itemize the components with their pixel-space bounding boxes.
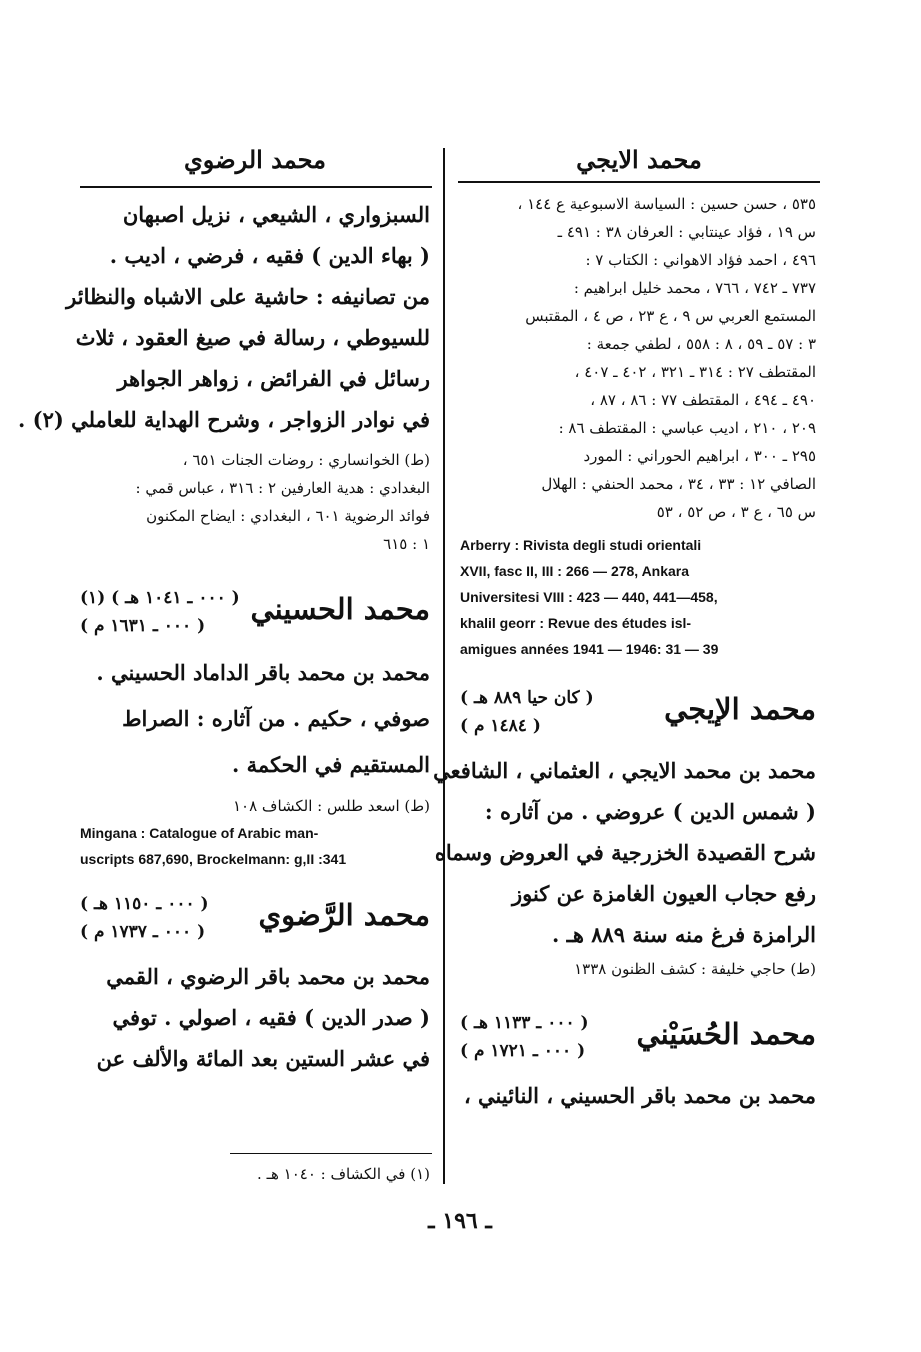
- body-line: رفع حجاب العيون الغامزة عن كنوز: [511, 881, 816, 906]
- footnote-rule: [230, 1153, 432, 1154]
- reference-line: س ١٩ ، فؤاد عينتابي : العرفان ٣٨ : ٤٩١ ـ: [557, 223, 816, 241]
- date-hijri: ( ٠٠٠ ـ ١١٥٠ هـ ): [80, 894, 209, 914]
- reference-line: ٤٩٦ ، احمد فؤاد الاهواني : الكتاب ٧ :: [585, 251, 816, 269]
- entry-name: محمد الإيجي: [664, 692, 816, 726]
- entry-body: [433, 750, 816, 955]
- left-column: [18, 194, 430, 1079]
- left-column-header: محمد الرضوي: [184, 145, 326, 174]
- body-line: في عشر الستين بعد المائة والألف عن: [96, 1046, 430, 1071]
- entry-dates: [460, 1009, 589, 1065]
- right-references: [460, 190, 816, 526]
- latin-line: Universitesi VIII : 423 — 440, 441—458,: [460, 589, 718, 605]
- date-hijri: ( كان حيا ٨٨٩ هـ ): [460, 688, 594, 708]
- reference-line: س ٦٥ ، ع ٣ ، ص ٥٢ ، ٥٣: [656, 503, 816, 521]
- latin-line: amigues années 1941 — 1946: 31 — 39: [460, 641, 719, 657]
- footnote: (١) في الكشاف : ١٠٤٠ هـ .: [257, 1165, 430, 1183]
- body-line: المستقيم في الحكمة .: [232, 752, 430, 777]
- body-line: ( صدر الدين ) فقيه ، اصولي . توفي: [112, 1005, 430, 1030]
- body-line: شرح القصيدة الخزرجية في العروض وسماه: [434, 840, 816, 865]
- latin-line: Arberry : Rivista degli studi orientali: [460, 537, 702, 553]
- latin-line: khalil georr : Revue des études isl-: [460, 615, 692, 631]
- entry-header: [80, 584, 430, 650]
- reference-line: ١ : ٦١٥: [383, 535, 430, 553]
- body-line: السبزواري ، الشيعي ، نزيل اصبهان: [122, 202, 430, 227]
- latin-line: uscripts 687,690, Brockelmann: g,II :341: [80, 851, 347, 867]
- right-header-rule: [458, 181, 820, 183]
- entry-dates: [80, 584, 240, 640]
- page-number: ـ ١٩٦ ـ: [428, 1208, 492, 1234]
- reference-line: البغدادي : هدية العارفين ٢ : ٣١٦ ، عباس قمي :: [135, 479, 430, 497]
- body-line: محمد بن محمد الايجي ، العثماني ، الشافعي: [433, 758, 816, 783]
- right-column: [433, 190, 816, 1116]
- body-line: ( شمس الدين ) عروضي . من آثاره :: [484, 799, 816, 824]
- body-line: للسيوطي ، رسالة في صيغ العقود ، ثلاث: [75, 325, 430, 350]
- date-gregorian: ( ٠٠٠ ـ ١٧٢١ م ): [460, 1041, 586, 1061]
- date-gregorian: ( ٠٠٠ ـ ١٦٣١ م ): [80, 616, 206, 636]
- entry-reference: (ط) اسعد طلس : الكشاف ١٠٨: [232, 797, 430, 815]
- reference-line: المستمع العربي س ٩ ، ع ٢٣ ، ص ٤ ، المقتبس: [525, 307, 816, 325]
- entry-header: [460, 1009, 816, 1075]
- reference-line: ٤٩٠ ـ ٤٩٤ ، المقتطف ٧٧ : ٨٦ ، ٨٧ ،: [590, 391, 816, 409]
- body-line: محمد بن محمد باقر الرضوي ، القمي: [106, 964, 430, 989]
- right-latin-references: [460, 532, 816, 662]
- reference-line: ٧٣٧ ـ ٧٤٢ ، ٧٦٦ ، محمد خليل ابراهيم :: [573, 279, 816, 297]
- entry-body: [460, 1075, 816, 1116]
- body-line: محمد بن محمد باقر الحسيني ، النائيني ،: [463, 1083, 816, 1108]
- continued-entry-body: [18, 194, 430, 440]
- reference-line: ٢٠٩ ، ٢١٠ ، اديب عباسي : المقتطف ٨٦ :: [558, 419, 816, 437]
- reference-line: فوائد الرضوية ٦٠١ ، البغدادي : ايضاح المكنون: [146, 507, 430, 525]
- entry-name: محمد الحسيني: [250, 592, 430, 626]
- reference-line: ٢٩٥ ـ ٣٠٠ ، ابراهيم الحوراني : المورد: [583, 447, 816, 465]
- entry-name: محمد الرَّضوي: [258, 898, 430, 932]
- latin-line: Mingana : Catalogue of Arabic man-: [80, 825, 319, 841]
- body-line: الرامزة فرغ منه سنة ٨٨٩ هـ .: [552, 922, 816, 947]
- body-line: ( بهاء الدين ) فقيه ، فرضي ، اديب .: [109, 243, 430, 268]
- right-column-header: محمد الايجي: [576, 145, 702, 174]
- entry-header: [80, 890, 430, 956]
- entry-header: [460, 684, 816, 750]
- body-line: من تصانيفه : حاشية على الاشباه والنظائر: [66, 284, 430, 309]
- entry-body: [80, 650, 430, 788]
- entry-dates: [80, 890, 209, 946]
- date-hijri: ( ٠٠٠ ـ ١٠٤١ هـ ) (١): [80, 588, 240, 608]
- date-hijri: ( ٠٠٠ ـ ١١٣٣ هـ ): [460, 1013, 589, 1033]
- body-line: صوفي ، حكيم . من آثاره : الصراط: [122, 706, 430, 731]
- body-line: رسائل في الفرائض ، زواهر الجواهر: [117, 366, 430, 391]
- reference-line: المقتطف ٢٧ : ٣١٤ ـ ٣٢١ ، ٤٠٢ ـ ٤٠٧ ،: [574, 363, 816, 381]
- continued-entry-references: [80, 446, 430, 558]
- reference-line: ٥٣٥ ، حسن حسين : السياسة الاسبوعية ع ١٤٤ ،: [517, 195, 816, 213]
- entry-body: [80, 956, 430, 1079]
- entry-name: محمد الحُسَيْني: [636, 1017, 816, 1051]
- entry-reference: (ط) حاجي خليفة : كشف الظنون ١٣٣٨: [574, 960, 816, 978]
- body-line: محمد بن محمد باقر الداماد الحسيني .: [96, 660, 430, 685]
- latin-line: XVII, fasc II, III : 266 — 278, Ankara: [460, 563, 690, 579]
- reference-line: ٣ : ٥٧ ـ ٥٩ ، ٨ : ٥٥٨ ، لطفي جمعة :: [586, 335, 816, 353]
- date-gregorian: ( ٠٠٠ ـ ١٧٣٧ م ): [80, 922, 206, 942]
- date-gregorian: ( ١٤٨٤ م ): [460, 716, 541, 736]
- entry-latin-references: [80, 820, 430, 872]
- column-divider: [443, 148, 445, 1184]
- reference-line: الصافي ١٢ : ٣٣ ، ٣٤ ، محمد الحنفي : الهلال: [541, 475, 816, 493]
- entry-dates: [460, 684, 594, 740]
- left-header-rule: [80, 186, 432, 188]
- body-line: في نوادر الزواجر ، وشرح الهداية للعاملي (٢) .: [18, 407, 430, 432]
- reference-line: (ط) الخوانساري : روضات الجنات ٦٥١ ،: [182, 451, 430, 469]
